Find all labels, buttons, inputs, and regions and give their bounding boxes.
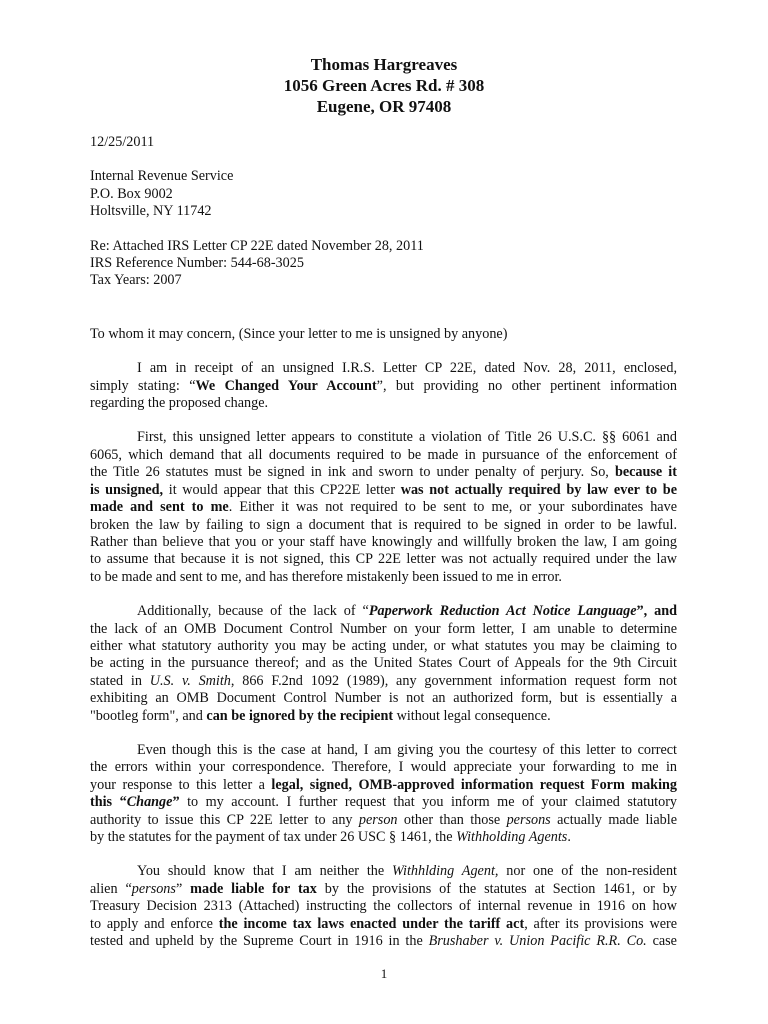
text-line: simply stating: “We Changed Your Account”, but providing no other pertinent information [90, 377, 677, 394]
sender-city: Eugene, OR 97408 [316, 97, 452, 116]
text-line: your response to this letter a legal, signed, OMB-approved information request Form making [90, 776, 677, 793]
text-line: this “Change” to my account. I further request that you inform me of your claimed statutory [90, 794, 678, 811]
text-line: the Title 26 statutes must be signed in ink and sworn to under penalty of perjury. So, because it [90, 464, 677, 481]
text-line: authority to issue this CP 22E letter to any person other than those persons actually made liable [90, 811, 677, 828]
letter-date: 12/25/2011 [90, 134, 155, 150]
text-line: stated in U.S. v. Smith, 866 F.2nd 1092 (1989), any government information request form not [90, 672, 677, 689]
text-line: the errors within your correspondence. Therefore, I would appreciate your forwarding to me in [90, 759, 677, 776]
reference-block [90, 238, 677, 290]
text-line: to assume that because it is not signed, this CP 22E letter was not actually required under the law [90, 551, 677, 568]
tax-years-line: Tax Years: 2007 [90, 272, 182, 289]
text-line: Additionally, because of the lack of “Paperwork Reduction Act Notice Language”, and [137, 603, 677, 620]
page-number: 1 [380, 966, 388, 981]
letterhead [0, 54, 768, 117]
text-line: exhibiting an OMB Document Control Number is not an authorized form, but is essentially a [90, 690, 677, 707]
paragraph-5 [90, 863, 677, 950]
text-line: is unsigned, it would appear that this CP22E letter was not actually required by law ever to be [90, 481, 677, 498]
text-line: made and sent to me. Either it was not required to be sent to me, or your subordinates have [90, 499, 677, 516]
text-line: to be made and sent to me, and has therefore mistakenly been issued to me in error. [90, 568, 562, 585]
text-line: to apply and enforce the income tax laws enacted under the tariff act, after its provisions were [90, 915, 678, 932]
text-line: "bootleg form", and can be ignored by the recipient without legal consequence. [90, 707, 551, 724]
text-line: 6065, which demand that all documents required to be made in pursuance of the enforcement of [90, 446, 677, 463]
paragraph-4 [90, 742, 677, 846]
text-line: either what statutory authority you may be acting under, or what statutes you may be claiming to [90, 637, 677, 654]
text-line: You should know that I am neither the Withhlding Agent, nor one of the non-resident [137, 863, 678, 880]
recipient-line: Holtsville, NY 11742 [90, 203, 212, 220]
salutation: To whom it may concern, (Since your letter to me is unsigned by anyone) [90, 325, 508, 342]
re-line: Re: Attached IRS Letter CP 22E dated November 28, 2011 [90, 237, 424, 254]
text-line: by the statutes for the payment of tax under 26 USC § 1461, the Withholding Agents. [90, 829, 571, 845]
letter-body [90, 134, 677, 950]
reference-number-line: IRS Reference Number: 544-68-3025 [90, 255, 304, 272]
sender-street: 1056 Green Acres Rd. # 308 [283, 76, 485, 95]
recipient-block [90, 168, 677, 220]
text-line: Treasury Decision 2313 (Attached) instructing the collectors of internal revenue in 1916 on how [90, 898, 677, 915]
paragraph-1 [90, 360, 677, 412]
text-line: regarding the proposed change. [90, 395, 269, 412]
text-line: be acting in the pursuance thereof; and as the United States Court of Appeals for the 9th Circuit [90, 655, 677, 672]
recipient-line: Internal Revenue Service [90, 168, 234, 185]
recipient-line: P.O. Box 9002 [90, 185, 173, 202]
text-line: broken the law by failing to sign a document that is required to be signed in order to be lawful. [90, 516, 677, 533]
text-line: First, this unsigned letter appears to constitute a violation of Title 26 U.S.C. §§ 6061 and [137, 429, 677, 446]
text-line: tested and upheld by the Supreme Court in 1916 in the Brushaber v. Union Pacific R.R. Co. case [90, 933, 677, 950]
text-line: the lack of an OMB Document Control Number on your form letter, I am unable to determine [90, 620, 677, 637]
text-line: Rather than believe that you or your staff have knowingly and willfully broken the law, I am going [90, 533, 677, 550]
text-line: I am in receipt of an unsigned I.R.S. Letter CP 22E, dated Nov. 28, 2011, enclosed, [137, 360, 677, 377]
paragraph-2 [90, 429, 677, 586]
paragraph-3 [90, 603, 677, 725]
sender-name: Thomas Hargreaves [310, 55, 458, 74]
text-line: alien “persons” made liable for tax by the provisions of the statutes at Section 1461, or by [90, 880, 677, 897]
text-line: Even though this is the case at hand, I am giving you the courtesy of this letter to correct [137, 741, 677, 758]
